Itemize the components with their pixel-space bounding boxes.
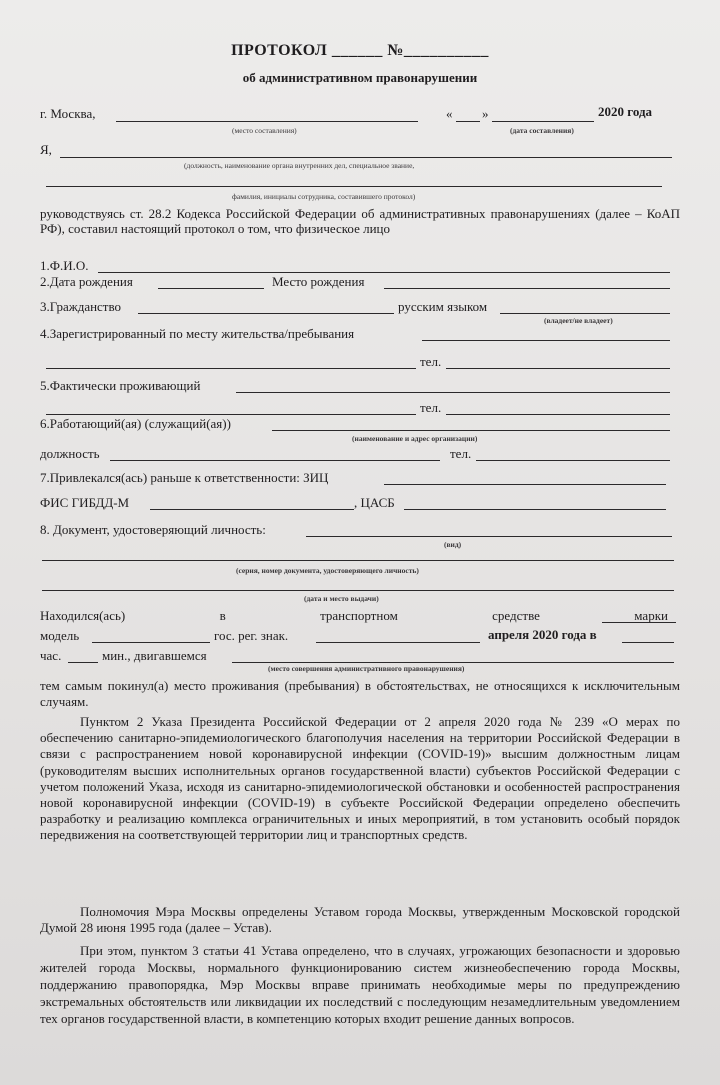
tel-field-3[interactable] (476, 460, 670, 461)
vehicle-word-5: марки (634, 608, 668, 623)
hour-field[interactable] (68, 662, 98, 663)
birth-date-field[interactable] (158, 288, 264, 289)
date-label: апреля 2020 года в (488, 627, 597, 642)
fio-field[interactable] (98, 272, 670, 273)
route-field[interactable] (232, 662, 674, 663)
registration-field[interactable] (422, 340, 670, 341)
officer-caption-2: фамилия, инициалы сотрудника, составившего протокол) (232, 192, 416, 201)
position-label: должность (40, 446, 100, 461)
registration-field-2[interactable] (46, 368, 416, 369)
document-type-field[interactable] (306, 536, 672, 537)
fis-label: ФИС ГИБДД-М (40, 495, 130, 510)
field-2-label: 2.Дата рождения (40, 274, 133, 289)
page-subtitle: об административном правонарушении (242, 70, 478, 85)
zic-field[interactable] (384, 484, 666, 485)
field-7-label: 7.Привлекался(ась) раньше к ответственности: ЗИЦ (40, 470, 329, 485)
residence-field[interactable] (236, 392, 670, 393)
field-3-label: 3.Гражданство (40, 299, 122, 314)
language-caption: (владеет/не владеет) (544, 316, 613, 325)
date-day-field[interactable] (622, 642, 674, 643)
tel-field-2[interactable] (446, 414, 670, 415)
officer-label: Я, (40, 142, 52, 157)
vehicle-word-3: транспортном (320, 608, 398, 623)
quote-close: » (482, 106, 489, 121)
document-type-caption: (вид) (444, 540, 462, 549)
document-issue-field[interactable] (42, 590, 674, 591)
paragraph-3: При этом, пунктом 3 статьи 41 Устава определено, что в случаях, угрожающих безопасности и здоровью жителей города Москвы, нормального функционированию систем жизнеобеспечению города Москвы, поддержанию правопорядка, Мэр Москвы вправе принимать необходимые меры по предупреждению экстремальных обстоятельств или ликвидации их последствий с последующим незамедлительным уведомлением тех органов государственной власти, в компетенцию которых входит решение данных вопросов. (40, 943, 680, 1026)
document-number-field[interactable] (42, 560, 674, 561)
vehicle-make-field[interactable] (602, 622, 676, 623)
vehicle-word-4: средстве (492, 608, 540, 623)
date-caption: (дата составления) (510, 126, 574, 135)
residence-field-2[interactable] (46, 414, 416, 415)
model-field[interactable] (92, 642, 210, 643)
employer-caption: (наименование и адрес организации) (352, 434, 478, 443)
fis-field[interactable] (150, 509, 354, 510)
employer-field[interactable] (272, 430, 670, 431)
year-label: 2020 года (598, 104, 653, 119)
casb-label: , ЦАСБ (354, 495, 395, 510)
language-label: русским языком (398, 299, 488, 314)
route-caption: (место совершения административного правонарушения) (268, 664, 465, 673)
reg-label: гос. рег. знак. (214, 628, 289, 643)
model-label: модель (40, 628, 80, 643)
city-label: г. Москва, (40, 106, 96, 121)
field-1-label: 1.Ф.И.О. (40, 258, 89, 273)
tel-label-2: тел. (420, 400, 442, 415)
paragraph-1: Пунктом 2 Указа Президента Российской Федерации от 2 апреля 2020 года № 239 «О мерах по обеспечению санитарно-эпидемиологического благополучия населения на территории Российской Федерации в связи с распространением новой коронавирусной инфекции (COVID-19)» высшим должностным лицам (руководителям высших исполнительных органов государственной власти) субъектов Российской Федерации с учетом положений Указа, исходя из санитарно-эпидемиологической обстановки и особенностей распространения новой коронавирусной инфекции (COVID-19) в субъекте Российской Федерации определено обеспечить разработку и реализацию комплекса ограничительных и иных мероприятий, в том установить особый порядок передвижения на соответствующей территории лиц и транспортных средств. (40, 714, 680, 843)
paragraph-2: Полномочия Мэра Москвы определены Уставом города Москвы, утвержденным Московской городской Думой 28 июня 1995 года (далее – Устав). (40, 904, 680, 936)
birth-place-label: Место рождения (272, 274, 365, 289)
officer-field[interactable] (60, 157, 672, 158)
officer-caption-1: (должность, наименование органа внутренних дел, специальное звание, (184, 161, 415, 170)
casb-field[interactable] (404, 509, 666, 510)
min-label: мин., двигавшемся (102, 648, 207, 663)
vehicle-word-2: в (219, 608, 226, 623)
field-8-label: 8. Документ, удостоверяющий личность: (40, 522, 266, 537)
place-field[interactable] (116, 121, 418, 122)
vehicle-row-1 (40, 608, 668, 624)
quote-open: « (446, 106, 453, 121)
officer-name-field[interactable] (46, 186, 662, 187)
field-6-label: 6.Работающий(ая) (служащий(ая)) (40, 416, 231, 431)
reg-field[interactable] (316, 642, 480, 643)
tel-label-1: тел. (420, 354, 442, 369)
position-field[interactable] (110, 460, 440, 461)
place-caption: (место составления) (232, 126, 297, 135)
vehicle-word-1: Находился(ась) (40, 608, 126, 623)
birth-place-field[interactable] (384, 288, 670, 289)
document-number-caption: (серия, номер документа, удостоверяющего личность) (236, 566, 419, 575)
page-title: ПРОТОКОЛ ______ №__________ (231, 42, 489, 59)
language-field[interactable] (500, 313, 670, 314)
hour-label: час. (40, 648, 62, 663)
place-date-row (40, 106, 680, 122)
document-issue-caption: (дата и место выдачи) (304, 594, 379, 603)
citizenship-field[interactable] (138, 313, 394, 314)
month-field[interactable] (492, 121, 594, 122)
intro-paragraph: руководствуясь ст. 28.2 Кодекса Российской Федерации об административных правонарушениях (далее – КоАП РФ), составил настоящий протокол о том, что физическое лицо (40, 206, 680, 236)
field-5-label: 5.Фактически проживающий (40, 378, 201, 393)
day-field[interactable] (456, 121, 480, 122)
paragraph-0: тем самым покинул(а) место проживания (пребывания) в обстоятельствах, не относящихся к исключительным случаям. (40, 678, 680, 710)
tel-label-3: тел. (450, 446, 472, 461)
field-4-label: 4.Зарегистрированный по месту жительства/пребывания (40, 326, 355, 341)
tel-field-1[interactable] (446, 368, 670, 369)
